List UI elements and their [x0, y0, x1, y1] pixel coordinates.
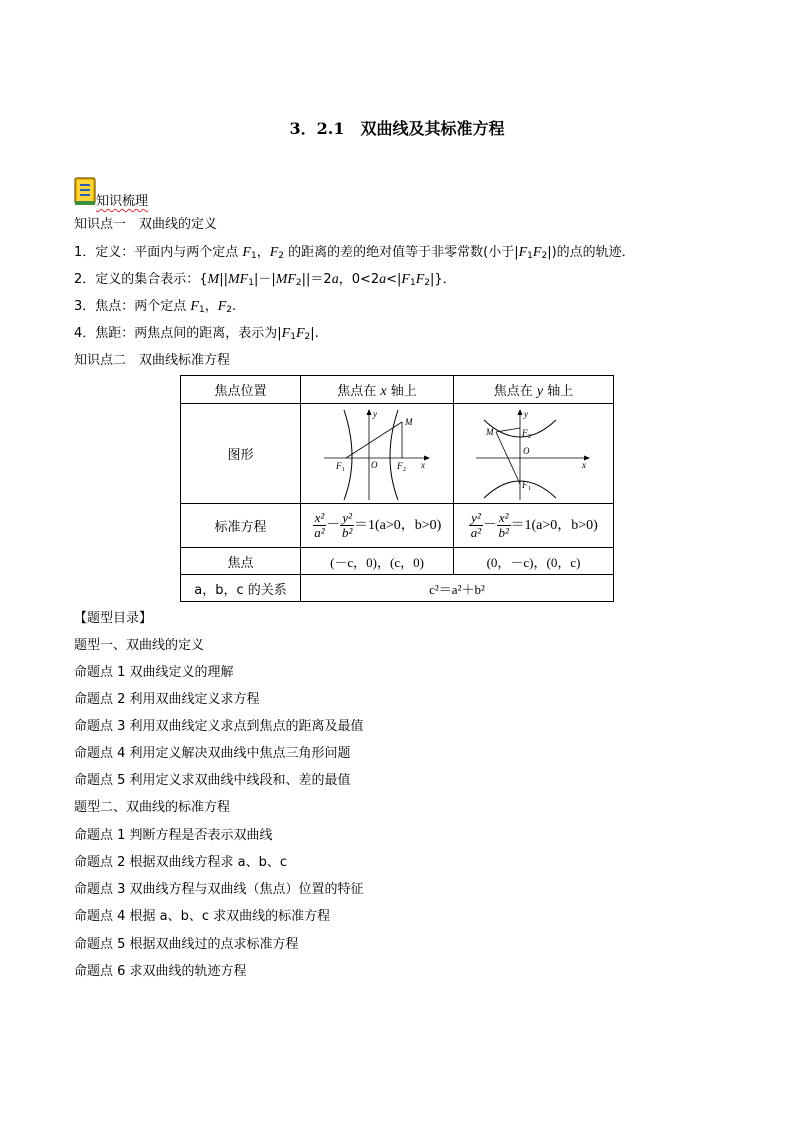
toc-item: 命题点 2 利用双曲线定义求方程 — [74, 692, 260, 707]
toc-item: 命题点 3 利用双曲线定义求点到焦点的距离及最值 — [74, 719, 364, 734]
kp1-heading: 知识点一 双曲线的定义 — [74, 217, 218, 232]
toc-item: 命题点 4 利用定义解决双曲线中焦点三角形问题 — [74, 746, 351, 761]
kp1-line3: 3．焦点：两个定点 $F_1$，$F_2$. — [74, 299, 237, 315]
abc-relation: c²＝a²＋b² — [301, 575, 614, 602]
toc-item: 命题点 1 判断方程是否表示双曲线 — [74, 828, 273, 843]
row-label-figure: 图形 — [181, 404, 301, 504]
hyperbola-y-figure-cell — [454, 404, 614, 504]
table-header-x-axis: 焦点在 x 轴上 — [301, 376, 454, 404]
page-title: 3．2.1 双曲线及其标准方程 — [289, 119, 505, 138]
svg-text:x: x — [421, 459, 425, 470]
hyperbola-y-figure — [474, 406, 594, 502]
svg-text:x: x — [581, 459, 586, 470]
toc-item: 命题点 2 根据双曲线方程求 a、b、c — [74, 855, 288, 870]
svg-text:F: F — [336, 460, 342, 471]
toc-item: 命题点 4 根据 a、b、c 求双曲线的标准方程 — [74, 909, 331, 924]
equation-x: $\frac{\text{x²}}{\text{a²}}$ － $\frac{\text{y²}}{\text{b²}}$ ＝1(a>0，b>0) — [301, 504, 454, 548]
svg-text:2: 2 — [403, 466, 406, 473]
toc-heading: 【题型目录】 — [74, 611, 153, 626]
kp2-heading: 知识点二 双曲线标准方程 — [74, 353, 231, 368]
hyperbola-x-figure-cell — [301, 404, 454, 504]
toc-item: 命题点 5 利用定义求双曲线中线段和、差的最值 — [74, 773, 351, 788]
svg-text:y: y — [373, 408, 377, 419]
section-label: 知识梳理 — [96, 194, 149, 209]
standard-equation-table — [180, 375, 614, 602]
svg-text:F: F — [397, 460, 403, 471]
svg-text:1: 1 — [342, 466, 345, 473]
book-icon — [74, 177, 98, 207]
svg-text:M: M — [405, 416, 413, 427]
toc-item: 命题点 1 双曲线定义的理解 — [74, 665, 234, 680]
kp1-line2: 2．定义的集合表示：{$M||MF_1|-|MF_2||=2a$，$0<2a<|F_1F_2|$}． — [74, 272, 456, 288]
svg-text:O: O — [522, 445, 529, 456]
row-label-foci: 焦点 — [181, 548, 301, 575]
toc-item: 题型二、双曲线的标准方程 — [74, 800, 231, 815]
svg-text:O: O — [371, 459, 378, 470]
hyperbola-x-figure — [322, 406, 432, 502]
kp1-line1: 1．定义：平面内与两个定点 $F_1$，$F_2$ 的距离的差的绝对值等于非零常数(小于$|F_1F_2|$)的点的轨迹． — [74, 245, 635, 261]
row-label-relation: a，b，c 的关系 — [181, 575, 301, 602]
toc-item: 题型一、双曲线的定义 — [74, 638, 205, 653]
toc-item: 命题点 3 双曲线方程与双曲线（焦点）位置的特征 — [74, 882, 364, 897]
foci-y: (0，－c)，(0，c) — [454, 548, 614, 575]
equation-y: $\frac{\text{y²}}{\text{a²}}$ － $\frac{\text{x²}}{\text{b²}}$ ＝1(a>0，b>0) — [454, 504, 614, 548]
svg-text:M: M — [485, 426, 493, 437]
svg-text:F: F — [521, 479, 527, 490]
kp1-line4: 4．焦距：两焦点间的距离，表示为$|F_1F_2|$. — [74, 326, 319, 342]
foci-x: (－c，0)，(c，0) — [301, 548, 454, 575]
svg-text:2: 2 — [527, 433, 531, 440]
toc-item: 命题点 5 根据双曲线过的点求标准方程 — [74, 937, 299, 952]
section-header — [74, 177, 149, 211]
toc-item: 命题点 6 求双曲线的轨迹方程 — [74, 964, 247, 979]
table-header-position: 焦点位置 — [181, 376, 301, 404]
svg-text:F: F — [521, 427, 527, 438]
row-label-equation: 标准方程 — [181, 504, 301, 548]
svg-text:1: 1 — [527, 485, 531, 492]
table-header-y-axis: 焦点在 y 轴上 — [454, 376, 614, 404]
svg-text:y: y — [523, 408, 528, 419]
